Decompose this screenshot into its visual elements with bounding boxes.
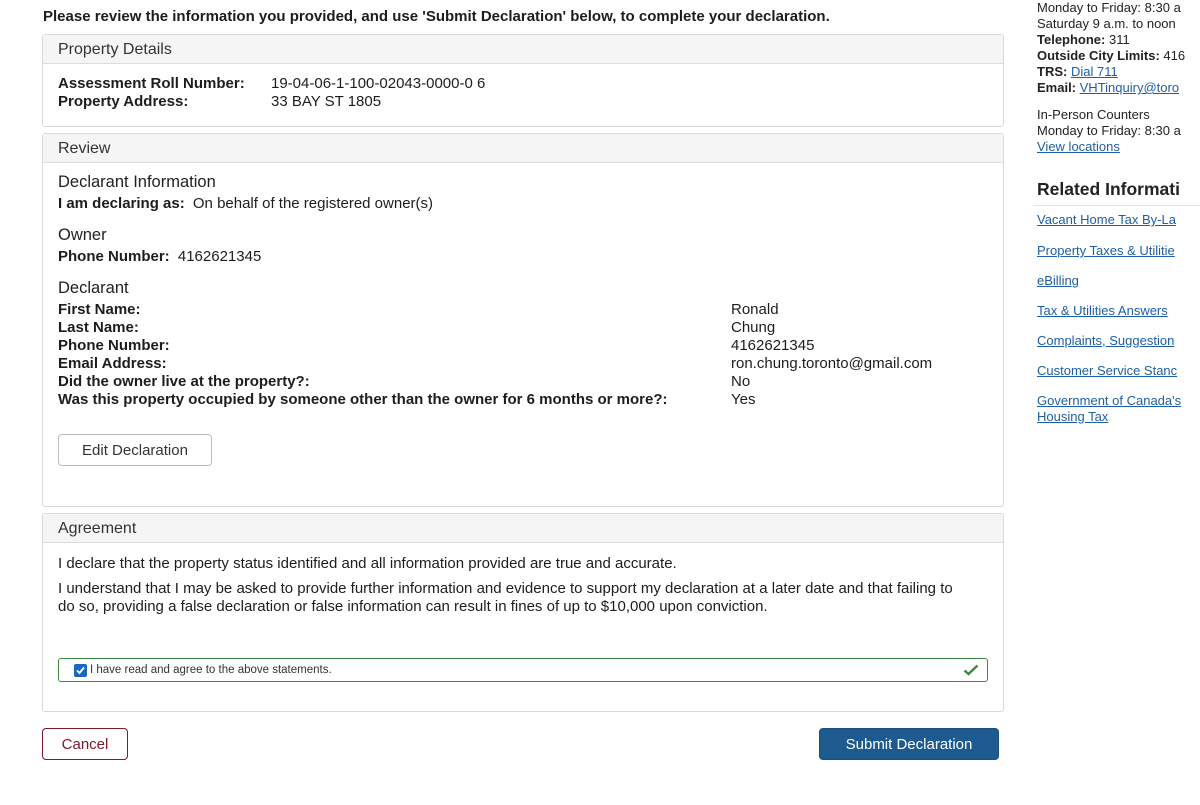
owner-phone-row — [58, 248, 261, 265]
related-link-row — [1037, 409, 1108, 424]
occupied-value: Yes — [731, 391, 756, 408]
telephone-row: Telephone: 311 — [1037, 32, 1130, 47]
outside-city-row: Outside City Limits: 416 — [1037, 48, 1186, 63]
declarant-information-heading: Declarant Information — [58, 173, 216, 191]
government-of-canada-link[interactable]: Government of Canada's — [1037, 393, 1182, 408]
agreement-statement-1: I declare that the property status identified and all information provided are true and accurate. — [58, 555, 677, 572]
submit-declaration-button[interactable]: Submit Declaration — [819, 728, 999, 760]
agreement-panel — [42, 513, 1004, 712]
view-locations-link[interactable]: View locations — [1037, 139, 1120, 154]
last-name-value: Chung — [731, 319, 776, 336]
ebilling-link[interactable]: eBilling — [1037, 273, 1079, 288]
declarant-phone-value: 4162621345 — [731, 337, 815, 354]
related-link-row — [1037, 393, 1181, 408]
related-link-row — [1037, 363, 1177, 378]
owner-lived-value: No — [731, 373, 751, 390]
related-link-row — [1037, 212, 1176, 227]
owner-phone-value: 4162621345 — [177, 248, 262, 265]
property-taxes-link[interactable]: Property Taxes & Utilitie — [1037, 243, 1175, 258]
agreement-heading: Agreement — [43, 514, 1003, 543]
sidebar-divider — [1033, 205, 1200, 206]
review-heading: Review — [43, 134, 1003, 163]
property-details-panel — [42, 34, 1004, 127]
email-label: Email Address: — [58, 355, 167, 372]
occupied-label: Was this property occupied by someone other than the owner for 6 months or more?: — [58, 391, 668, 408]
declaring-as-label: I am declaring as: — [58, 195, 185, 212]
first-name-value: Ronald — [731, 301, 779, 318]
declaring-as-row — [58, 195, 433, 212]
last-name-label: Last Name: — [58, 319, 139, 336]
property-address-value: 33 BAY ST 1805 — [271, 93, 382, 110]
vacant-home-bylaw-link[interactable]: Vacant Home Tax By-La — [1037, 212, 1176, 227]
complaints-suggestions-link[interactable]: Complaints, Suggestion — [1037, 333, 1175, 348]
email-link[interactable]: VHTinquiry@toro — [1079, 80, 1180, 95]
roll-number-value: 19-04-06-1-100-02043-0000-0 6 — [271, 75, 486, 92]
trs-dial-link[interactable]: Dial 711 — [1070, 64, 1118, 79]
tax-utilities-answers-link[interactable]: Tax & Utilities Answers — [1037, 303, 1168, 318]
related-information-heading: Related Informati — [1037, 179, 1180, 199]
trs-row: TRS: Dial 711 — [1037, 64, 1118, 79]
checkmark-icon — [75, 665, 86, 676]
cancel-button[interactable]: Cancel — [42, 728, 128, 760]
owner-lived-label: Did the owner live at the property?: — [58, 373, 310, 390]
property-details-heading: Property Details — [43, 35, 1003, 64]
email-row: Email: VHTinquiry@toro — [1037, 80, 1180, 95]
housing-tax-link[interactable]: Housing Tax — [1037, 409, 1109, 424]
property-address-label: Property Address: — [58, 93, 189, 110]
first-name-label: First Name: — [58, 301, 141, 318]
related-link-row — [1037, 243, 1175, 258]
related-link-row — [1037, 273, 1079, 288]
valid-check-icon — [963, 664, 979, 676]
contact-sidebar — [1030, 0, 1200, 805]
review-panel — [42, 133, 1004, 507]
declarant-heading: Declarant — [58, 279, 129, 297]
agreement-statement-2: I understand that I may be asked to provide further information and evidence to support my declaration at a later date and that failing to do so, providing a false declaration or false information can result in fines of up to $10,000 upon conviction. — [58, 580, 953, 615]
agree-checkbox-label[interactable]: I have read and agree to the above statements. — [90, 664, 332, 676]
declarant-phone-label: Phone Number: — [58, 337, 170, 354]
phone-hours-saturday: Saturday 9 a.m. to noon — [1037, 16, 1176, 31]
declaring-as-value: On behalf of the registered owner(s) — [192, 195, 434, 212]
owner-heading: Owner — [58, 226, 107, 244]
owner-phone-label: Phone Number: — [58, 248, 170, 265]
related-link-row — [1037, 303, 1168, 318]
agreement-checkbox-row[interactable] — [58, 658, 988, 682]
customer-service-standards-link[interactable]: Customer Service Stanc — [1037, 363, 1178, 378]
phone-hours-weekday: Monday to Friday: 8:30 a — [1037, 0, 1181, 15]
agree-checkbox[interactable] — [74, 664, 87, 677]
edit-declaration-button[interactable]: Edit Declaration — [58, 434, 212, 466]
counters-heading: In-Person Counters — [1037, 107, 1150, 122]
view-locations-row — [1037, 139, 1120, 154]
related-link-row — [1037, 333, 1174, 348]
counters-hours: Monday to Friday: 8:30 a — [1037, 123, 1181, 138]
email-value: ron.chung.toronto@gmail.com — [731, 355, 933, 372]
intro-text: Please review the information you provided, and use 'Submit Declaration' below, to complete your declaration. — [43, 8, 830, 25]
roll-number-label: Assessment Roll Number: — [58, 75, 245, 92]
